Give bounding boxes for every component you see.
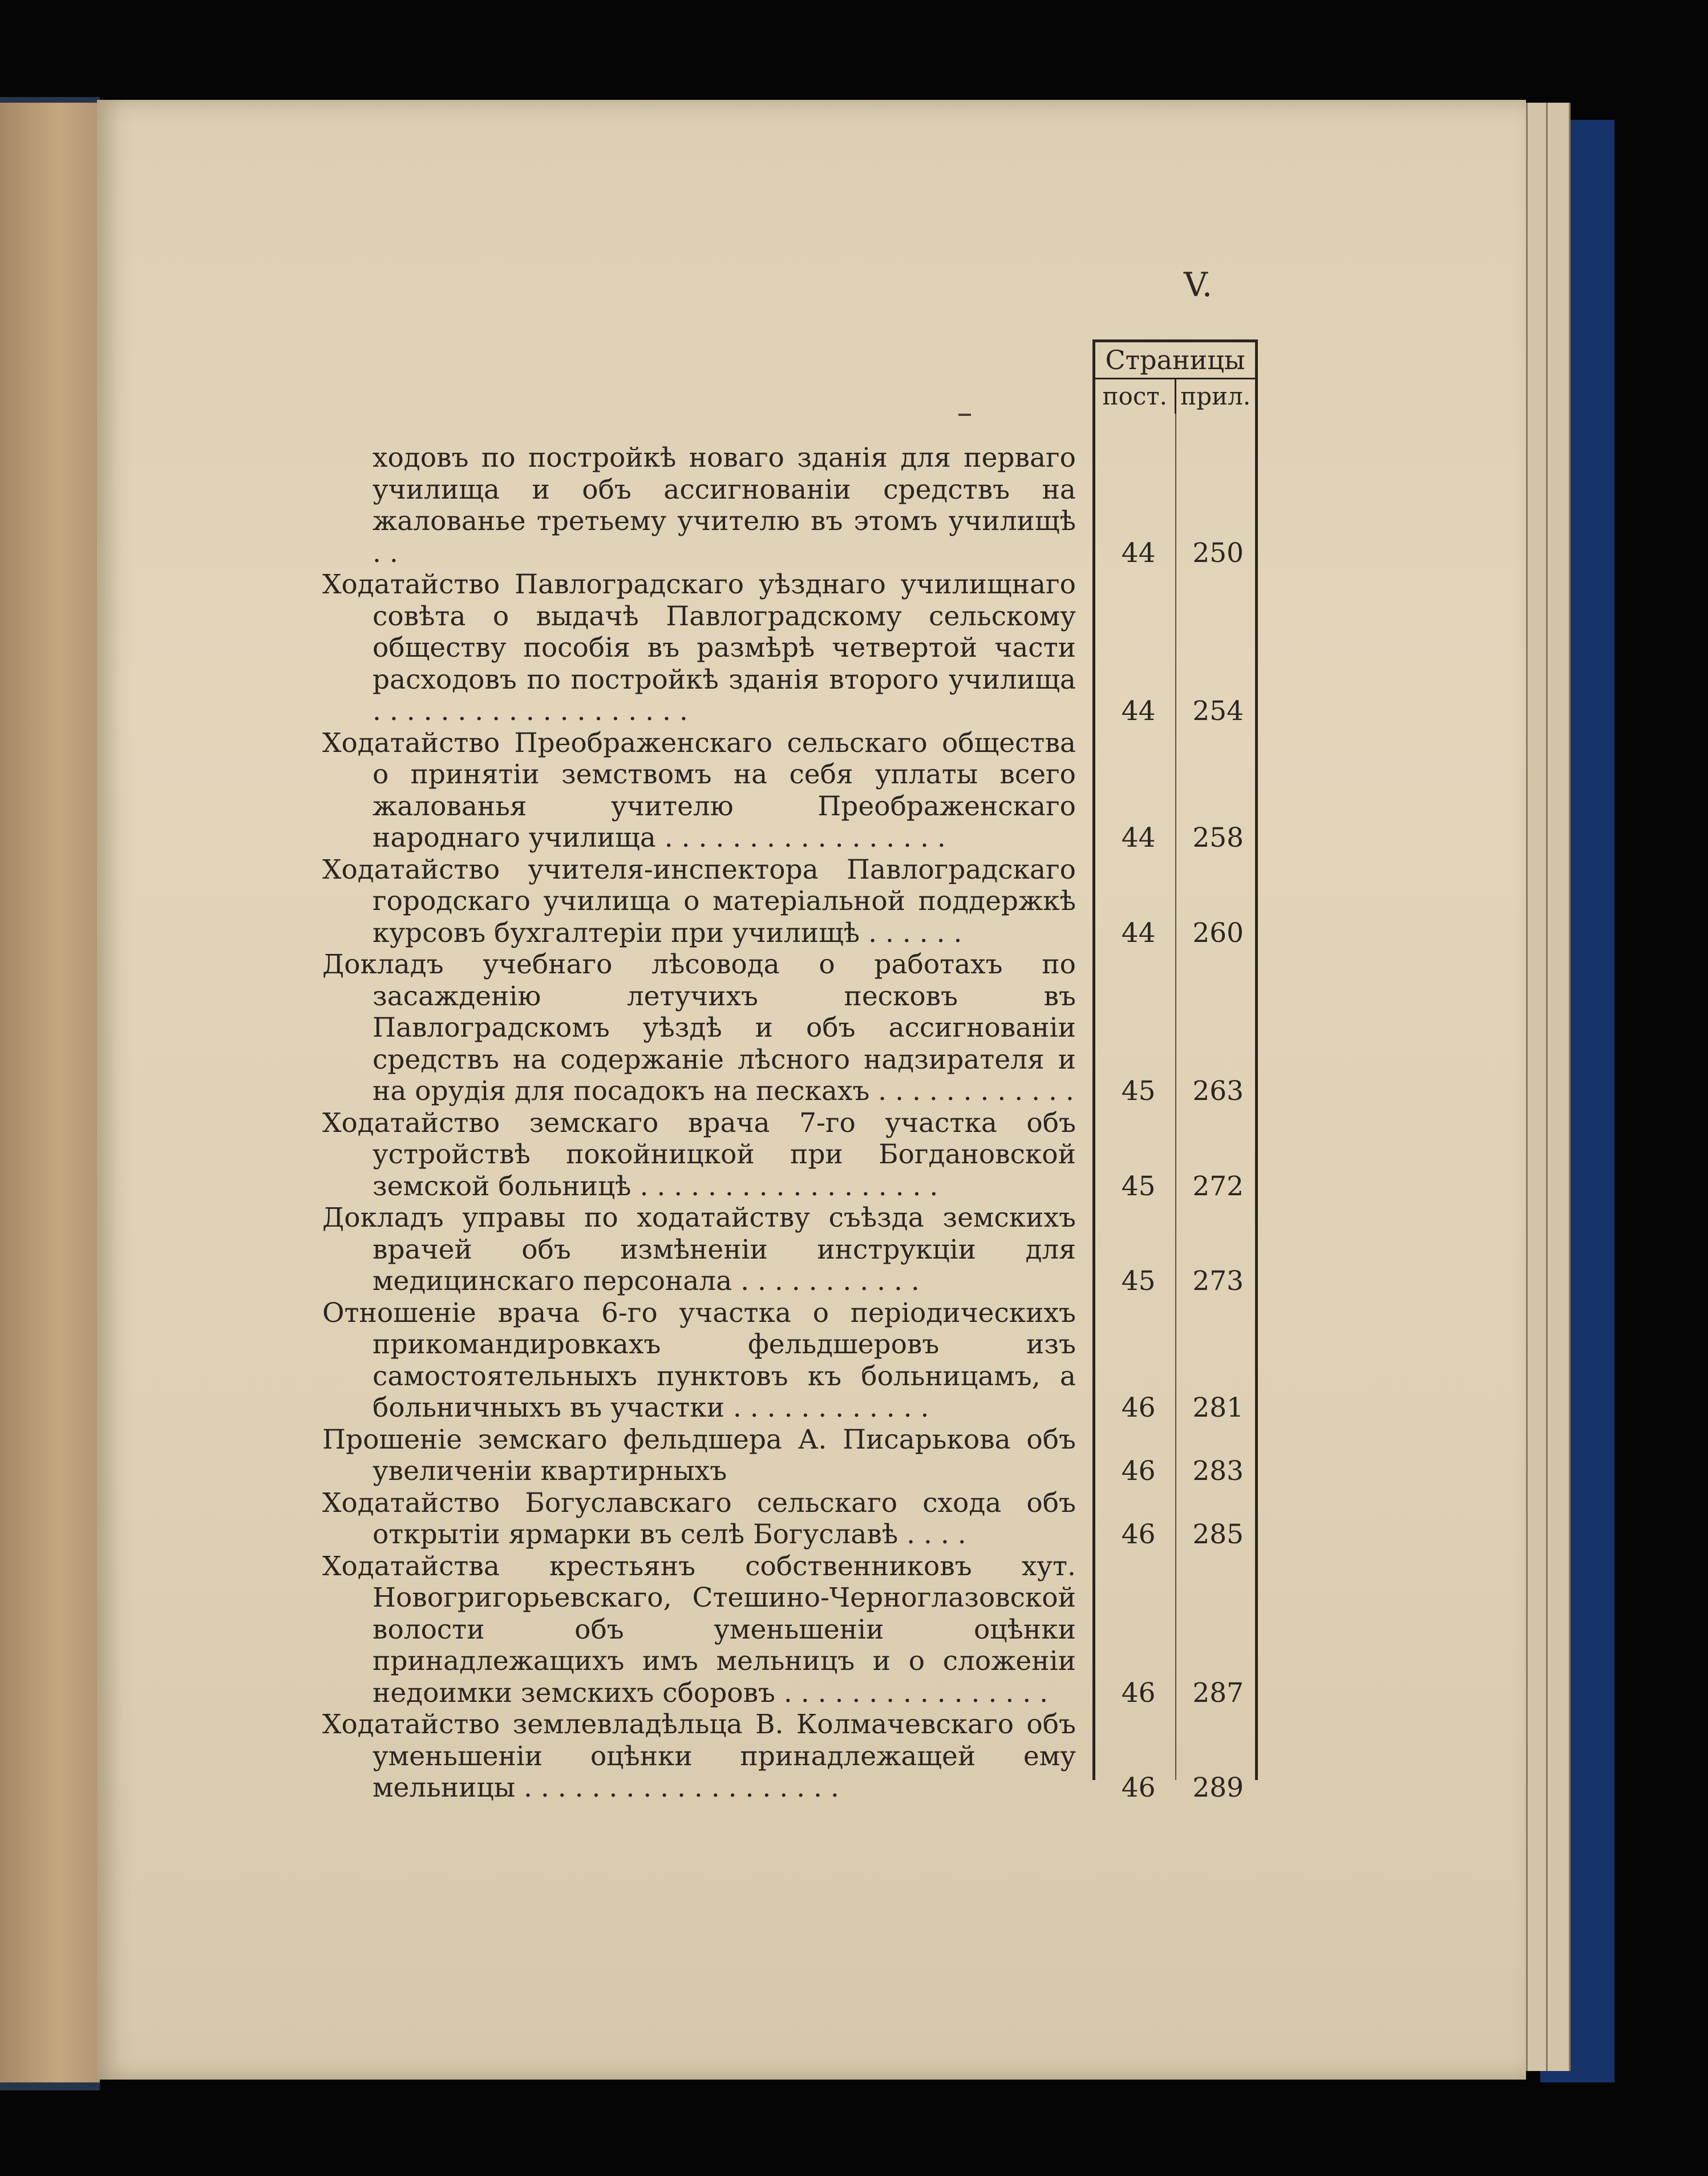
toc-entry <box>322 949 1258 1107</box>
page-post: 46 <box>1121 1392 1156 1423</box>
dash-mark <box>958 414 971 416</box>
toc-entry-text: Ходатайство Богуславскаго сельскаго схода объ открытіи ярмарки въ селѣ Богуславѣ . . . . <box>322 1487 1076 1550</box>
toc-entry <box>322 442 1258 569</box>
toc-entry-text: Докладъ управы по ходатайству съѣзда земскихъ врачей объ измѣненіи инструкціи для медицинскаго персонала . . . . . . . . . . . <box>322 1202 1076 1297</box>
toc-entry <box>322 1297 1258 1424</box>
page-pril: 258 <box>1192 822 1244 854</box>
page-pril: 273 <box>1192 1265 1244 1297</box>
page-pril: 287 <box>1192 1677 1244 1709</box>
toc-entry-text: Ходатайство землевладѣльца В. Колмачевскаго объ уменьшеніи оцѣнки принадлежащей ему мельницы . . . . . . . . . . . . . . . . . . . <box>322 1709 1076 1803</box>
toc-entry <box>322 569 1258 727</box>
toc-entry-text: Докладъ учебнаго лѣсовода о работахъ по засажденію летучихъ песковъ въ Павлоградскомъ уѣздѣ и объ ассигнованіи средствъ на содержаніе лѣсного надзирателя и на орудія для посадокъ на пескахъ . . . . . . . . . . . . <box>322 949 1076 1107</box>
page-pril: 289 <box>1192 1772 1244 1803</box>
col-header-pril: прил. <box>1180 382 1251 410</box>
page-post: 45 <box>1121 1265 1156 1297</box>
toc-entry-text: Ходатайство Преображенскаго сельскаго общества о принятіи земствомъ на себя уплаты всего жалованья учителю Преображенскаго народнаго училища . . . . . . . . . . . . . . . . . <box>322 727 1076 854</box>
toc-entry-text: Прошеніе земскаго фельдшера А. Писарькова объ увеличеніи квартирныхъ <box>322 1423 1076 1487</box>
col-header-post: пост. <box>1095 379 1176 414</box>
toc-entry-text: Ходатайство Павлоградскаго уѣзднаго училищнаго совѣта о выдачѣ Павлоградскому сельскому обществу пособія въ размѣрѣ четвертой части расходовъ по постройкѣ зданія второго училища . . . . . . . . . . . . . . . . . . . <box>322 569 1076 727</box>
page-pril: 250 <box>1192 537 1244 569</box>
page-post: 44 <box>1121 917 1156 949</box>
page-pril: 285 <box>1192 1519 1244 1550</box>
toc-entry-text: Ходатайства крестьянъ собственниковъ хут. Новогригорьевскаго, Стешино-Черноглазовской волости объ уменьшеніи оцѣнки принадлежащихъ имъ мельницъ и о сложеніи недоимки земскихъ сборовъ . . . . . . . . . . . . . . . . <box>322 1550 1076 1709</box>
page-pril: 283 <box>1192 1455 1244 1487</box>
toc-entry <box>322 1424 1258 1487</box>
left-page-edge <box>0 97 100 2090</box>
page-post: 46 <box>1121 1519 1156 1550</box>
toc-entry <box>322 1202 1258 1297</box>
page-post: 46 <box>1121 1677 1156 1709</box>
toc-entry-text: Отношеніе врача 6-го участка о періодическихъ прикомандировкахъ фельдшеровъ изъ самостоятельныхъ пунктовъ къ больницамъ, а больничныхъ въ участки . . . . . . . . . . . . <box>322 1297 1076 1423</box>
page-pril: 260 <box>1192 917 1244 949</box>
toc-entry <box>322 727 1258 854</box>
page-post: 46 <box>1121 1455 1156 1487</box>
toc-entry <box>322 1709 1258 1804</box>
page-post: 44 <box>1121 695 1156 727</box>
toc-entry <box>322 1551 1258 1709</box>
toc-entry <box>322 1107 1258 1203</box>
page-pril: 272 <box>1192 1170 1244 1202</box>
page-pril: 263 <box>1192 1075 1244 1107</box>
toc-entry <box>322 854 1258 949</box>
page-post: 44 <box>1121 537 1156 569</box>
toc-entry-text: Ходатайство учителя-инспектора Павлоградскаго городскаго училища о матеріальной поддержкѣ курсовъ бухгалтеріи при училищѣ . . . . . . <box>322 854 1076 949</box>
page-post: 44 <box>1121 822 1156 854</box>
pages-column-header <box>1092 339 1258 414</box>
page-post: 45 <box>1121 1170 1156 1202</box>
toc-entry-text: ходовъ по постройкѣ новаго зданія для перваго училища и объ ассигнованіи средствъ на жалованье третьему учителю въ этомъ училищѣ . . <box>373 442 1076 569</box>
page-post: 45 <box>1121 1075 1156 1107</box>
page-pril: 281 <box>1192 1392 1244 1423</box>
pages-header-title: Страницы <box>1095 342 1255 379</box>
page-post: 46 <box>1121 1772 1156 1803</box>
toc-entries <box>322 442 1258 1804</box>
page-number: V. <box>1184 265 1213 304</box>
toc-entry <box>322 1487 1258 1551</box>
page-pril: 254 <box>1192 695 1244 727</box>
toc-entry-text: Ходатайство земскаго врача 7-го участка объ устройствѣ покойницкой при Богдановской земской больницѣ . . . . . . . . . . . . . . . . . . <box>322 1107 1076 1202</box>
